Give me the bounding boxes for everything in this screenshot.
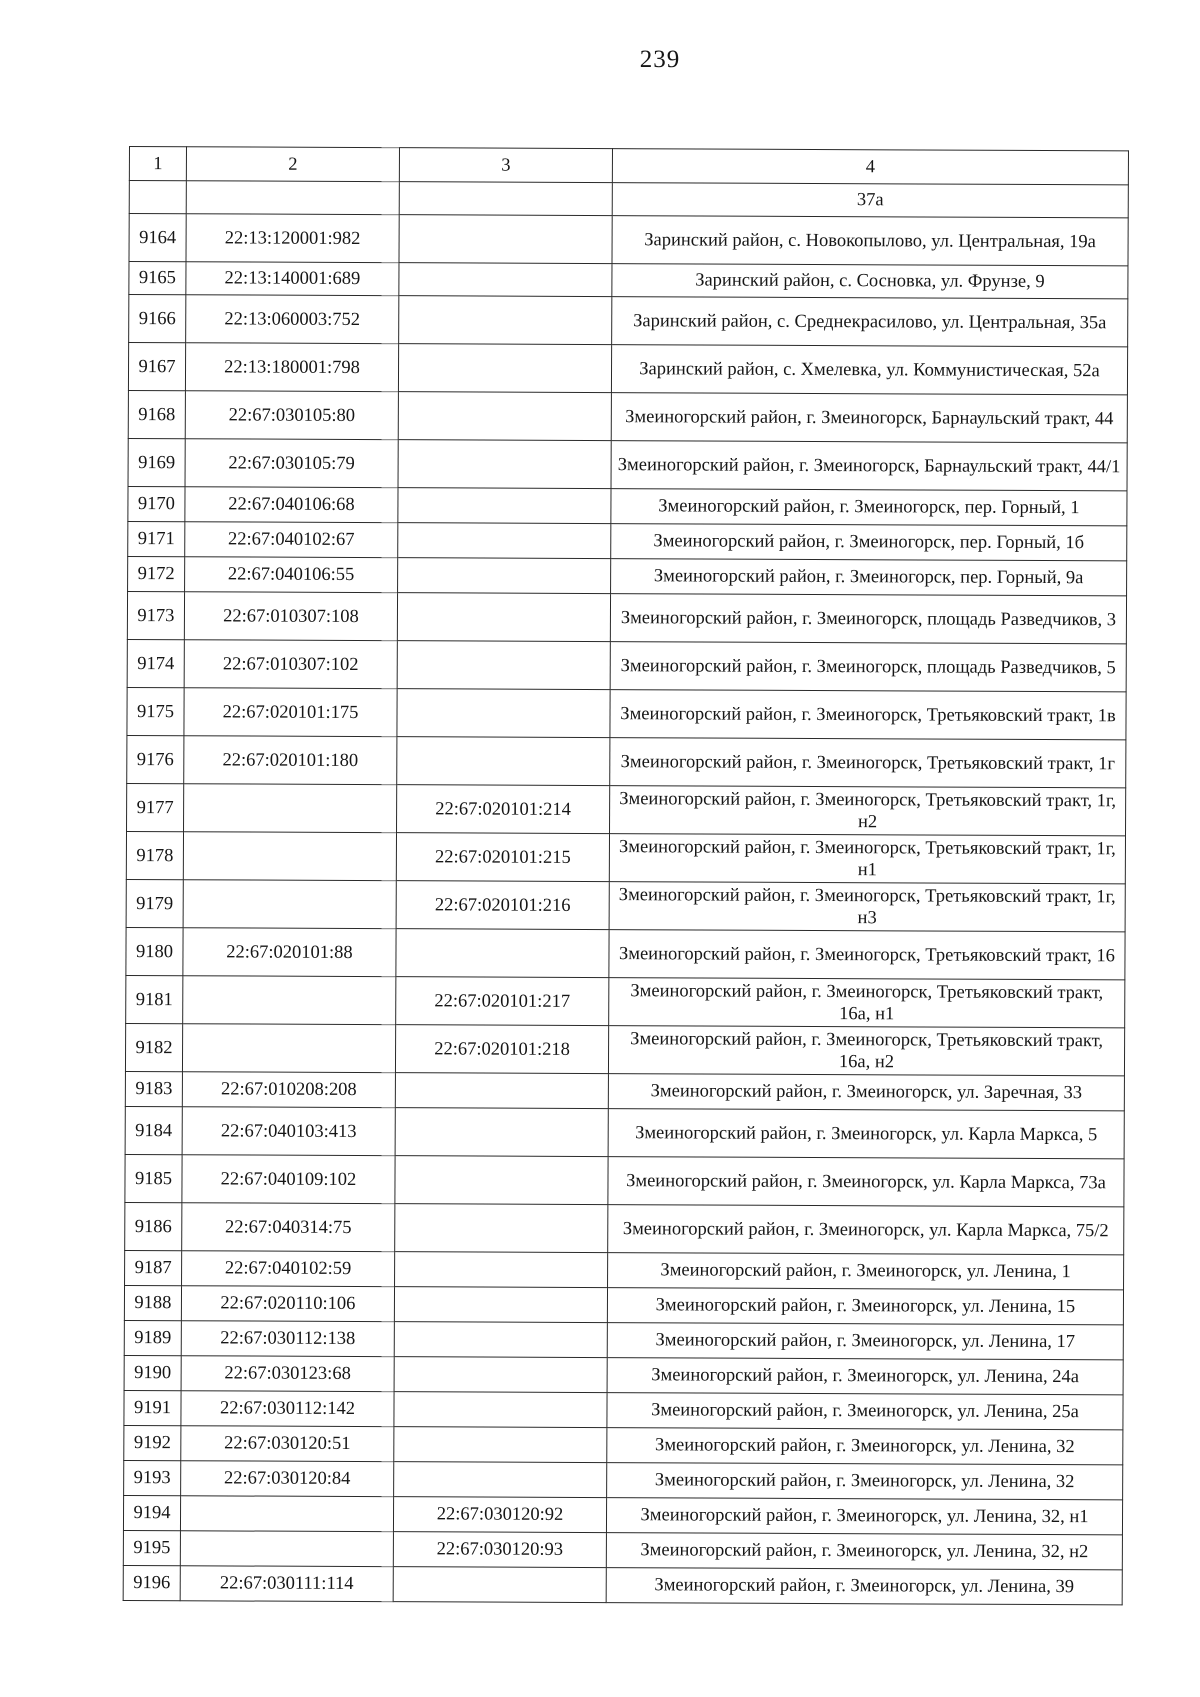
cadastral-number-cell: 22:13:180001:798 (185, 343, 398, 392)
row-number-cell: 9166 (129, 295, 186, 343)
cadastral-number-cell (184, 784, 397, 833)
row-number-cell: 9178 (126, 831, 183, 879)
address-cell: Змеиногорский район, г. Змеиногорск, Барнаульский тракт, 44/1 (611, 441, 1127, 491)
table-row (127, 687, 1126, 739)
table-row (128, 556, 1127, 595)
row-number-cell: 9193 (124, 1460, 181, 1495)
cadastral-number-cell (183, 832, 396, 881)
cadastral-number-alt-cell (395, 1252, 608, 1288)
table-row (129, 214, 1128, 266)
address-cell: Змеиногорский район, г. Змеиногорск, пер. Горный, 1 (611, 489, 1127, 526)
cadastral-number-alt-cell: 22:67:030120:92 (393, 1497, 606, 1533)
row-number-cell: 9185 (125, 1154, 182, 1202)
table-row (125, 1154, 1124, 1206)
address-cell: Змеиногорский район, г. Змеиногорск, Третьяковский тракт, 1г (610, 738, 1126, 788)
table-row (124, 1425, 1123, 1464)
row-number-cell: 9169 (128, 438, 185, 486)
table-row (123, 1495, 1122, 1534)
address-cell: Змеиногорский район, г. Змеиногорск, Третьяковский тракт, 1г, н3 (609, 882, 1125, 932)
row-number-cell: 9168 (128, 390, 185, 438)
table-row (124, 1355, 1123, 1394)
row-number-cell: 9184 (125, 1106, 182, 1154)
cadastral-number-cell (183, 976, 396, 1025)
row-number-cell: 9179 (126, 879, 183, 927)
address-cell: Змеиногорский район, г. Змеиногорск, Третьяковский тракт, 16 (609, 930, 1125, 980)
cadastral-number-cell: 22:67:030105:79 (185, 439, 398, 488)
cadastral-number-alt-cell: 22:67:020101:214 (397, 785, 610, 834)
table-row (128, 343, 1127, 395)
row-number-cell: 9165 (129, 262, 186, 295)
cadastral-number-cell: 22:13:120001:982 (186, 214, 399, 263)
address-cell: Змеиногорский район, г. Змеиногорск, Барнаульский тракт, 44 (611, 393, 1127, 443)
table-row (125, 1250, 1124, 1289)
address-cell: Змеиногорский район, г. Змеиногорск, ул. Ленина, 1 (608, 1253, 1124, 1290)
cadastral-number-cell: 22:67:040102:59 (182, 1251, 395, 1287)
cadastral-number-alt-cell (395, 1073, 608, 1109)
registry-table (123, 146, 1129, 1605)
row-number-cell: 9177 (127, 783, 184, 831)
cadastral-number-alt-cell (399, 296, 612, 345)
cadastral-number-cell: 22:67:030123:68 (181, 1356, 394, 1392)
row-number-cell: 9183 (125, 1071, 182, 1106)
table-row (125, 1106, 1124, 1158)
table-row (126, 927, 1125, 979)
row-number-cell: 9194 (123, 1495, 180, 1530)
cadastral-number-alt-cell (399, 263, 612, 297)
row-number-cell: 9186 (125, 1202, 182, 1250)
address-cell: Змеиногорский район, г. Змеиногорск, площадь Разведчиков, 5 (610, 642, 1126, 692)
cadastral-number-alt-cell (395, 1204, 608, 1253)
cadastral-number-alt-cell (394, 1357, 607, 1393)
cadastral-number-alt-cell (396, 929, 609, 978)
cadastral-number-cell: 22:67:010307:108 (184, 592, 397, 641)
row-number-cell: 9172 (128, 556, 185, 591)
address-cell: 37а (612, 183, 1128, 218)
row-number-cell: 9170 (128, 486, 185, 521)
cadastral-number-cell: 22:67:040102:67 (185, 522, 398, 558)
address-cell: Змеиногорский район, г. Змеиногорск, площадь Разведчиков, 3 (610, 594, 1126, 644)
cadastral-number-alt-cell (397, 641, 610, 690)
cadastral-number-cell (186, 181, 399, 215)
address-cell: Заринский район, с. Новокопылово, ул. Центральная, 19а (612, 216, 1128, 266)
table-row (125, 1023, 1124, 1075)
cadastral-number-alt-cell (393, 1567, 606, 1603)
cadastral-number-alt-cell (398, 344, 611, 393)
table-row (125, 1071, 1124, 1110)
row-number-cell: 9195 (123, 1530, 180, 1565)
cadastral-number-alt-cell (397, 593, 610, 642)
cadastral-number-cell: 22:13:140001:689 (186, 262, 399, 296)
row-number-cell: 9187 (125, 1250, 182, 1285)
cadastral-number-alt-cell (398, 523, 611, 559)
table-row (127, 783, 1126, 835)
cadastral-number-alt-cell (395, 1156, 608, 1205)
address-cell: Змеиногорский район, г. Змеиногорск, пер. Горный, 9а (611, 559, 1127, 596)
table-row (129, 181, 1128, 218)
cadastral-number-cell (180, 1531, 393, 1567)
cadastral-number-alt-cell: 22:67:020101:216 (396, 881, 609, 930)
page-number: 239 (639, 46, 681, 73)
table-row (126, 879, 1125, 931)
cadastral-number-cell: 22:67:010208:208 (182, 1072, 395, 1108)
table-row (124, 1320, 1123, 1359)
table-row (128, 438, 1127, 490)
address-cell: Змеиногорский район, г. Змеиногорск, Третьяковский тракт, 16а, н1 (609, 978, 1125, 1028)
table-row (124, 1285, 1123, 1324)
row-number-cell: 9175 (127, 687, 184, 735)
cadastral-number-alt-cell (394, 1427, 607, 1463)
cadastral-number-cell: 22:67:020101:175 (184, 688, 397, 737)
address-cell: Змеиногорский район, г. Змеиногорск, ул. Заречная, 33 (608, 1074, 1124, 1111)
cadastral-number-alt-cell (399, 182, 612, 216)
header-cell-3: 3 (399, 148, 612, 183)
table-row (125, 1202, 1124, 1254)
cadastral-number-cell: 22:67:030111:114 (180, 1566, 393, 1602)
header-row (129, 147, 1128, 185)
address-cell: Змеиногорский район, г. Змеиногорск, ул. Ленина, 25а (607, 1393, 1123, 1430)
row-number-cell: 9191 (124, 1390, 181, 1425)
row-number-cell: 9174 (127, 639, 184, 687)
cadastral-number-cell: 22:67:010307:102 (184, 640, 397, 689)
address-cell: Змеиногорский район, г. Змеиногорск, ул. Ленина, 39 (606, 1568, 1122, 1605)
row-number-cell: 9164 (129, 214, 186, 262)
cadastral-number-alt-cell (394, 1462, 607, 1498)
cadastral-number-cell: 22:67:020101:88 (183, 928, 396, 977)
cadastral-number-alt-cell (397, 689, 610, 738)
cadastral-number-cell: 22:67:040106:68 (185, 487, 398, 523)
table-row (129, 295, 1128, 347)
row-number-cell: 9180 (126, 927, 183, 975)
row-number-cell: 9171 (128, 521, 185, 556)
table-row (124, 1390, 1123, 1429)
cadastral-number-alt-cell: 22:67:030120:93 (393, 1532, 606, 1568)
table-row (126, 831, 1125, 883)
header-cell-2: 2 (186, 147, 399, 182)
table-row (128, 486, 1127, 525)
table-row (128, 521, 1127, 560)
registry-table-body (123, 147, 1128, 1605)
row-number-cell: 9190 (124, 1355, 181, 1390)
address-cell: Змеиногорский район, г. Змеиногорск, Третьяковский тракт, 16а, н2 (608, 1026, 1124, 1076)
cadastral-number-cell: 22:13:060003:752 (186, 295, 399, 344)
row-number-cell: 9188 (124, 1285, 181, 1320)
table-row (127, 639, 1126, 691)
row-number-cell: 9182 (125, 1023, 182, 1071)
address-cell: Змеиногорский район, г. Змеиногорск, Третьяковский тракт, 1г, н2 (610, 786, 1126, 836)
row-number-cell: 9196 (123, 1565, 180, 1600)
cadastral-number-cell: 22:67:040314:75 (182, 1203, 395, 1252)
header-cell-1: 1 (129, 147, 186, 181)
address-cell: Змеиногорский район, г. Змеиногорск, Третьяковский тракт, 1г, н1 (609, 834, 1125, 884)
table-row (123, 1530, 1122, 1569)
cadastral-number-alt-cell: 22:67:020101:217 (396, 977, 609, 1026)
table-row (128, 390, 1127, 442)
cadastral-number-cell: 22:67:020101:180 (184, 736, 397, 785)
cadastral-number-cell: 22:67:040109:102 (182, 1155, 395, 1204)
address-cell: Змеиногорский район, г. Змеиногорск, ул. Ленина, 17 (607, 1323, 1123, 1360)
cadastral-number-alt-cell (394, 1322, 607, 1358)
row-number-cell: 9167 (128, 343, 185, 391)
address-cell: Змеиногорский район, г. Змеиногорск, ул. Карла Маркса, 5 (608, 1109, 1124, 1159)
address-cell: Змеиногорский район, г. Змеиногорск, ул. Ленина, 32 (607, 1463, 1123, 1500)
address-cell: Заринский район, с. Хмелевка, ул. Коммунистическая, 52а (611, 345, 1127, 395)
cadastral-number-cell: 22:67:030105:80 (185, 391, 398, 440)
address-cell: Змеиногорский район, г. Змеиногорск, Третьяковский тракт, 1в (610, 690, 1126, 740)
row-number-cell: 9181 (126, 975, 183, 1023)
row-number-cell (129, 181, 186, 214)
cadastral-number-alt-cell (394, 1287, 607, 1323)
address-cell: Змеиногорский район, г. Змеиногорск, ул. Ленина, 24а (607, 1358, 1123, 1395)
row-number-cell: 9189 (124, 1320, 181, 1355)
cadastral-number-alt-cell (398, 488, 611, 524)
address-cell: Змеиногорский район, г. Змеиногорск, пер. Горный, 1б (611, 524, 1127, 561)
table-row (129, 262, 1128, 299)
cadastral-number-cell: 22:67:030112:138 (181, 1321, 394, 1357)
row-number-cell: 9173 (127, 591, 184, 639)
address-cell: Змеиногорский район, г. Змеиногорск, ул. Ленина, 32, н1 (606, 1498, 1122, 1535)
cadastral-number-cell (183, 880, 396, 929)
cadastral-number-alt-cell (394, 1392, 607, 1428)
row-number-cell: 9192 (124, 1425, 181, 1460)
address-cell: Змеиногорский район, г. Змеиногорск, ул. Карла Маркса, 75/2 (608, 1205, 1124, 1255)
cadastral-number-cell: 22:67:040106:55 (185, 557, 398, 593)
cadastral-number-cell: 22:67:030112:142 (181, 1391, 394, 1427)
cadastral-number-alt-cell: 22:67:020101:215 (396, 833, 609, 882)
address-cell: Заринский район, с. Среднекрасилово, ул. Центральная, 35а (612, 297, 1128, 347)
table-row (127, 735, 1126, 787)
address-cell: Змеиногорский район, г. Змеиногорск, ул. Ленина, 15 (607, 1288, 1123, 1325)
header-cell-4: 4 (612, 149, 1128, 185)
cadastral-number-alt-cell (398, 392, 611, 441)
address-cell: Змеиногорский район, г. Змеиногорск, ул. Ленина, 32, н2 (606, 1533, 1122, 1570)
cadastral-number-cell: 22:67:030120:51 (181, 1426, 394, 1462)
cadastral-number-alt-cell (395, 1108, 608, 1157)
table-row (126, 975, 1125, 1027)
cadastral-number-cell: 22:67:030120:84 (181, 1461, 394, 1497)
table-row (124, 1460, 1123, 1499)
cadastral-number-alt-cell: 22:67:020101:218 (395, 1025, 608, 1074)
cadastral-number-cell: 22:67:040103:413 (182, 1107, 395, 1156)
row-number-cell: 9176 (127, 735, 184, 783)
address-cell: Змеиногорский район, г. Змеиногорск, ул. Ленина, 32 (607, 1428, 1123, 1465)
cadastral-number-alt-cell (397, 737, 610, 786)
address-cell: Заринский район, с. Сосновка, ул. Фрунзе, 9 (612, 264, 1128, 299)
cadastral-number-alt-cell (398, 440, 611, 489)
cadastral-number-alt-cell (399, 215, 612, 264)
address-cell: Змеиногорский район, г. Змеиногорск, ул. Карла Маркса, 73а (608, 1157, 1124, 1207)
table-row (123, 1565, 1122, 1604)
table-row (127, 591, 1126, 643)
cadastral-number-cell (180, 1496, 393, 1532)
cadastral-number-cell (182, 1024, 395, 1073)
cadastral-number-alt-cell (398, 558, 611, 594)
cadastral-number-cell: 22:67:020110:106 (181, 1286, 394, 1322)
